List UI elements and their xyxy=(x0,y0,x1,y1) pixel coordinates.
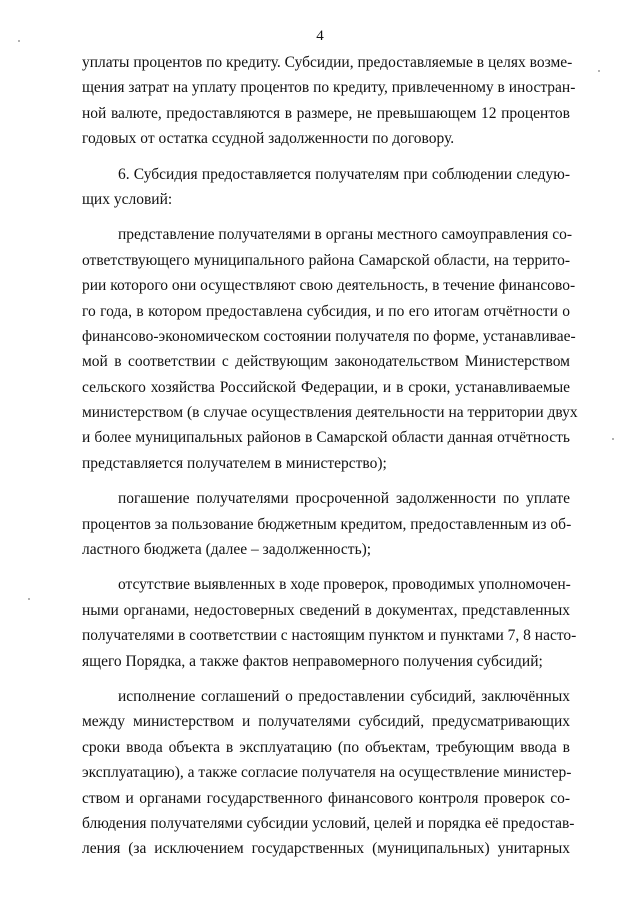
text-line: представление получателями в органы местного самоуправления со- xyxy=(118,226,573,244)
text-line: и более муниципальных районов в Самарской области данная отчётность xyxy=(82,429,570,447)
text-line: погашение получателями просроченной задолженности по уплате xyxy=(118,490,570,508)
text-line: ластного бюджета (далее – задолженность); xyxy=(82,541,372,559)
text-line: отсутствие выявленных в ходе проверок, проводимых уполномочен- xyxy=(118,576,571,594)
text-line: сельского хозяйства Российской Федерации, и в сроки, устанавливаемые xyxy=(82,378,570,396)
text-line: исполнение соглашений о предоставлении субсидий, заключённых xyxy=(118,687,570,705)
text-line: сроки ввода объекта в эксплуатацию (по объектам, требующим ввода в xyxy=(82,738,570,756)
text-line: 6. Субсидия предоставляется получателям при соблюдении следую- xyxy=(118,165,570,183)
text-line: го года, в котором предоставлена субсидия, и по его итогам отчётности о xyxy=(82,302,570,320)
page-number: 4 xyxy=(316,28,324,44)
paragraph xyxy=(82,222,578,476)
text-line: ответствующего муниципального района Самарской области, на террито- xyxy=(82,251,570,269)
text-line: финансово-экономическом состоянии получателя по форме, устанавливае- xyxy=(82,327,576,345)
scan-speck xyxy=(28,598,30,600)
paragraph xyxy=(82,50,576,152)
text-line: представляется получателем в министерство); xyxy=(82,454,387,472)
text-line: ящего Порядка, а также фактов неправомерного получения субсидий; xyxy=(82,652,543,670)
text-line: ления (за исключением государственных (муниципальных) унитарных xyxy=(82,840,570,858)
document-body xyxy=(82,50,578,862)
paragraph xyxy=(82,572,577,674)
text-line: щих условий: xyxy=(82,190,173,208)
text-line: министерством (в случае осуществления деятельности на территории двух xyxy=(82,404,578,422)
scan-speck xyxy=(18,40,20,42)
text-line: мой в соответствии с действующим законодательством Министерством xyxy=(82,353,570,371)
text-line: процентов за пользование бюджетным кредитом, предоставленным из об- xyxy=(82,515,572,533)
paragraph xyxy=(82,162,570,213)
scan-speck xyxy=(612,438,614,440)
text-line: ной валюте, предоставляются в размере, не превышающем 12 процентов xyxy=(82,104,570,122)
text-line: эксплуатацию), а также согласие получателя на осуществление министер- xyxy=(82,764,572,782)
text-line: рии которого они осуществляют свою деятельность, в течение финансово- xyxy=(82,277,576,295)
text-line: получателями в соответствии с настоящим пунктом и пунктами 7, 8 насто- xyxy=(82,627,577,645)
text-line: щения затрат на уплату процентов по кредиту, привлеченному в иностран- xyxy=(82,79,576,97)
paragraph xyxy=(82,486,570,562)
paragraph xyxy=(82,684,575,862)
text-line: годовых от остатка ссудной задолженности по договору. xyxy=(82,130,455,148)
text-line: уплаты процентов по кредиту. Субсидии, предоставляемые в целях возме- xyxy=(82,54,573,71)
text-line: ными органами, недостоверных сведений в документах, представленных xyxy=(82,601,570,619)
text-line: блюдения получателями субсидии условий, целей и порядка её предостав- xyxy=(82,814,575,832)
scan-speck xyxy=(598,70,600,72)
text-line: между министерством и получателями субсидий, предусматривающих xyxy=(82,713,570,731)
text-line: ством и органами государственного финансового контроля проверок со- xyxy=(82,789,570,807)
